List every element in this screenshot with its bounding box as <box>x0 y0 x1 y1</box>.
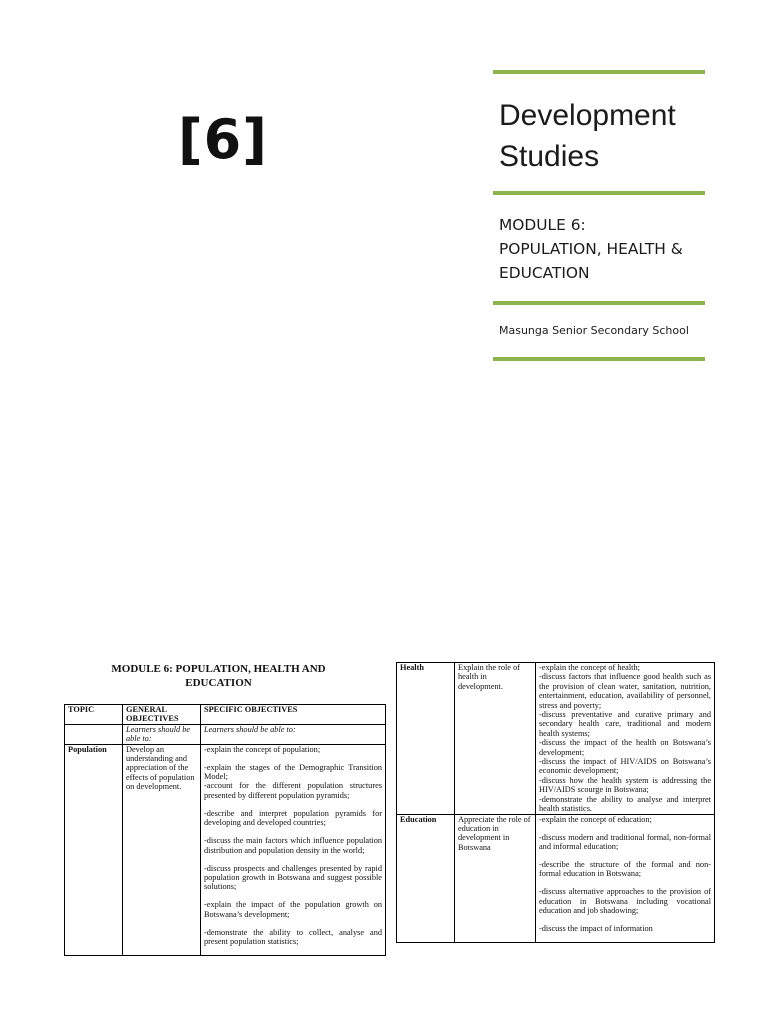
module-heading-line-1: MODULE 6: <box>499 216 586 234</box>
population-objective-3: -account for the different population structures presented by different population pyramids; <box>204 781 382 800</box>
education-objective-4: -discuss alternative approaches to the provision of education in Botswana including vocational education and job shadowing; <box>539 887 711 916</box>
education-objective-1: -explain the concept of education; <box>539 814 652 824</box>
module-heading <box>499 213 719 285</box>
education-objective-5: -discuss the impact of information <box>539 924 653 934</box>
specific-health <box>536 663 715 815</box>
table-row-education <box>397 814 715 943</box>
topic-education: Education <box>397 814 455 943</box>
health-objective-6: -discuss how the health system is addressing the HIV/AIDS scourge in Botswana; <box>539 775 711 795</box>
general-population: Develop an understanding and appreciation of the effects of population on development. <box>123 744 201 956</box>
specific-education <box>536 814 715 943</box>
learners-row <box>65 724 386 744</box>
green-rule-under-title <box>493 191 705 195</box>
module-heading-line-3: EDUCATION <box>499 264 590 282</box>
module-heading-line-2: POPULATION, HEALTH & <box>499 240 683 258</box>
green-rule-bottom <box>493 357 705 361</box>
health-objective-7: -demonstrate the ability to analyse and interpret health statistics. <box>539 794 711 814</box>
specific-population <box>201 744 386 956</box>
subject-title-line-1: Development <box>499 99 676 132</box>
subject-title-line-2: Studies <box>499 140 600 173</box>
population-objective-5: -discuss the main factors which influence population distribution and population density in the world; <box>204 836 382 855</box>
education-objective-3: -describe the structure of the formal and non-formal education in Botswana; <box>539 859 711 879</box>
population-objective-6: -discuss prospects and challenges presented by rapid population growth in Botswana and suggest possible solutions; <box>204 863 382 892</box>
general-health: Explain the role of health in development. <box>455 663 536 815</box>
learners-specific: Learners should be able to: <box>201 724 386 744</box>
health-objective-5: -discuss the impact of HIV/AIDS on Botswana’s economic development; <box>539 757 711 776</box>
topic-population: Population <box>65 744 123 956</box>
health-objective-1: -explain the concept of health; <box>539 663 640 672</box>
header-topic: TOPIC <box>65 705 123 725</box>
topic-health: Health <box>397 663 455 815</box>
health-objective-3: -discuss preventative and curative primary and secondary health care, traditional and modern health systems; <box>539 710 711 738</box>
table-row-population <box>65 744 386 956</box>
header-specific-objectives: SPECIFIC OBJECTIVES <box>201 705 386 725</box>
document-title: MODULE 6: POPULATION, HEALTH AND EDUCATION <box>111 663 326 689</box>
education-objective-2: -discuss modern and traditional formal, non-formal and informal education; <box>539 832 711 851</box>
header-general-objectives: GENERAL OBJECTIVES <box>123 705 201 725</box>
population-objective-8: -demonstrate the ability to collect, analyse and present population statistics; <box>204 927 382 947</box>
green-rule-top <box>493 70 705 74</box>
learners-general: Learners should be able to: <box>123 724 201 744</box>
objectives-table-left <box>64 704 386 956</box>
green-rule-under-module <box>493 301 705 305</box>
table-header-row <box>65 705 386 725</box>
learners-empty-cell <box>65 724 123 744</box>
subject-title <box>499 95 729 177</box>
population-objective-1: -explain the concept of population; <box>204 744 321 754</box>
population-objective-2: -explain the stages of the Demographic Transition Model; <box>204 762 382 782</box>
school-name: Masunga Senior Secondary School <box>499 324 689 337</box>
population-objective-7: -explain the impact of the population growth on Botswana’s development; <box>204 900 382 919</box>
objectives-table-right <box>396 662 715 943</box>
health-objective-2: -discuss factors that influence good health such as the provision of clean water, sanitation, nutrition, entertainment, education, availability of personnel, stress and poverty; <box>539 672 711 710</box>
population-objective-4: -describe and interpret population pyramids for developing and developed countries; <box>204 808 382 828</box>
health-objective-4: -discuss the impact of the health on Botswana’s development; <box>539 738 711 757</box>
table-row-health <box>397 663 715 815</box>
module-number: [6] <box>178 108 268 171</box>
general-education: Appreciate the role of education in development in Botswana <box>455 814 536 943</box>
